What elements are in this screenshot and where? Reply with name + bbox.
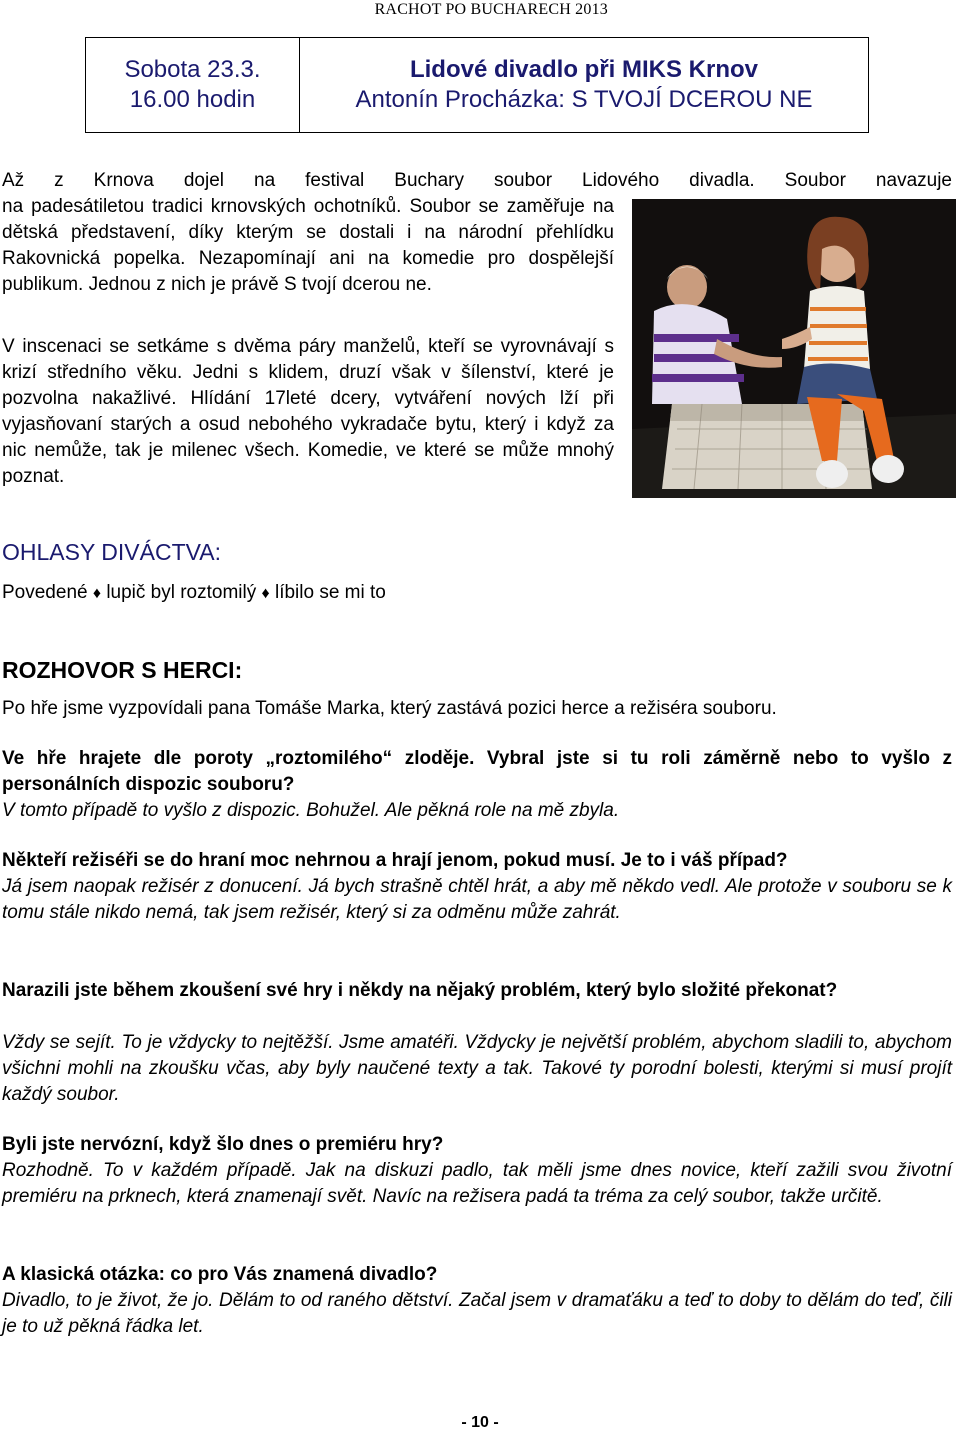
ensemble-name: Lidové divadlo při MIKS Krnov	[409, 56, 759, 83]
reaction-3: líbilo se mi to	[274, 582, 386, 603]
diamond-icon: ♦	[92, 585, 102, 602]
reaction-2: lupič byl roztomilý	[106, 582, 257, 603]
performance-photo	[632, 199, 956, 498]
audience-reactions	[2, 580, 952, 607]
intro-line-1: Až z Krnova dojel na festival Buchary soubor Lidového divadla. Soubor navazuje	[2, 170, 952, 191]
running-head: RACHOT PO BUCHARECH 2013	[374, 1, 608, 18]
rozhovor-heading: ROZHOVOR S HERCI:	[2, 657, 243, 683]
event-date: Sobota 23.3.	[124, 56, 261, 83]
question-4: Byli jste nervózní, když šlo dnes o premiéru hry?	[2, 1134, 444, 1155]
event-title-cell	[300, 38, 868, 132]
intro-paragraph-1: na padesátiletou tradici krnovských ochotníků. Soubor se zaměřuje na dětská představení, díky kterým se dostali i na národní přehlídku Rakovnická popelka. Nezapomínají ani na komedie pro dospělejší publikum. Jednou z nich je právě S tvojí dcerou ne.	[2, 196, 614, 295]
question-3: Narazili jste během zkoušení své hry i někdy na nějaký problém, který bylo složité překonat?	[2, 980, 838, 1001]
answer-4: Rozhodně. To v každém případě. Jak na diskuzi padlo, tak měli jsme dnes novice, kteří zažili svou životní premiéru na prknech, která znamenají svět. Navíc na režisera padá ta tréma za celý soubor, takže určitě.	[2, 1160, 952, 1207]
event-header-box	[85, 37, 869, 133]
question-5: A klasická otázka: co pro Vás znamená divadlo?	[2, 1264, 438, 1285]
answer-1: V tomto případě to vyšlo z dispozic. Bohužel. Ale pěkná role na mě zbyla.	[2, 800, 620, 821]
ohlasy-heading: OHLASY DIVÁCTVA:	[2, 539, 221, 565]
page-number: - 10 -	[461, 1414, 499, 1431]
event-time: 16.00 hodin	[129, 86, 256, 113]
interview-intro: Po hře jsme vyzpovídali pana Tomáše Marka, který zastává pozici herce a režiséra souboru.	[2, 698, 777, 719]
answer-2: Já jsem naopak režisér z donucení. Já bych strašně chtěl hrát, a aby mě někdo vedl. Ale protože v souboru se k tomu stále nikdo nemá, tak jsem režisér, který si za odměnu může zahrát.	[2, 876, 952, 923]
play-title: Antonín Procházka: S TVOJÍ DCEROU NE	[355, 86, 813, 113]
reaction-1: Povedené	[2, 582, 88, 603]
answer-5: Divadlo, to je život, že jo. Dělám to od raného dětství. Začal jsem v dramaťáku a teď to doby to dělám do teď, čili je to už pěkná řádka let.	[2, 1290, 952, 1337]
answer-3: Vždy se sejít. To je vždycky to nejtěžší. Jsme amatéři. Vždycky je největší problém, abychom sladili to, abychom všichni mohli na zkoušku včas, aby byly naučené texty a tak. Takové ty porodní bolesti, kterými si musí projít každý soubor.	[2, 1032, 952, 1105]
event-date-cell	[86, 38, 300, 132]
diamond-icon: ♦	[261, 585, 270, 602]
question-1: Ve hře hrajete dle poroty „roztomilého“ zloděje. Vybral jste si tu roli záměrně nebo to vyšlo z personálních dispozic souboru?	[2, 748, 952, 795]
stage-photo-illustration	[632, 199, 956, 498]
question-2: Někteří režiséři se do hraní moc nehrnou a hrají jenom, pokud musí. Je to i váš případ?	[2, 850, 788, 871]
intro-paragraph-2: V inscenaci se setkáme s dvěma páry manželů, kteří se vyrovnávají s krizí středního věku. Jedni s klidem, druzí však v šílenství, které je pozvolna nakažlivé. Hlídání 17leté dcery, vytváření nových lží při vyjasňovaní starých a osud nebohého vykradače bytu, který i když za nic nemůže, tak je milenec všech. Komedie, ve které se může mnohý poznat.	[2, 336, 614, 487]
